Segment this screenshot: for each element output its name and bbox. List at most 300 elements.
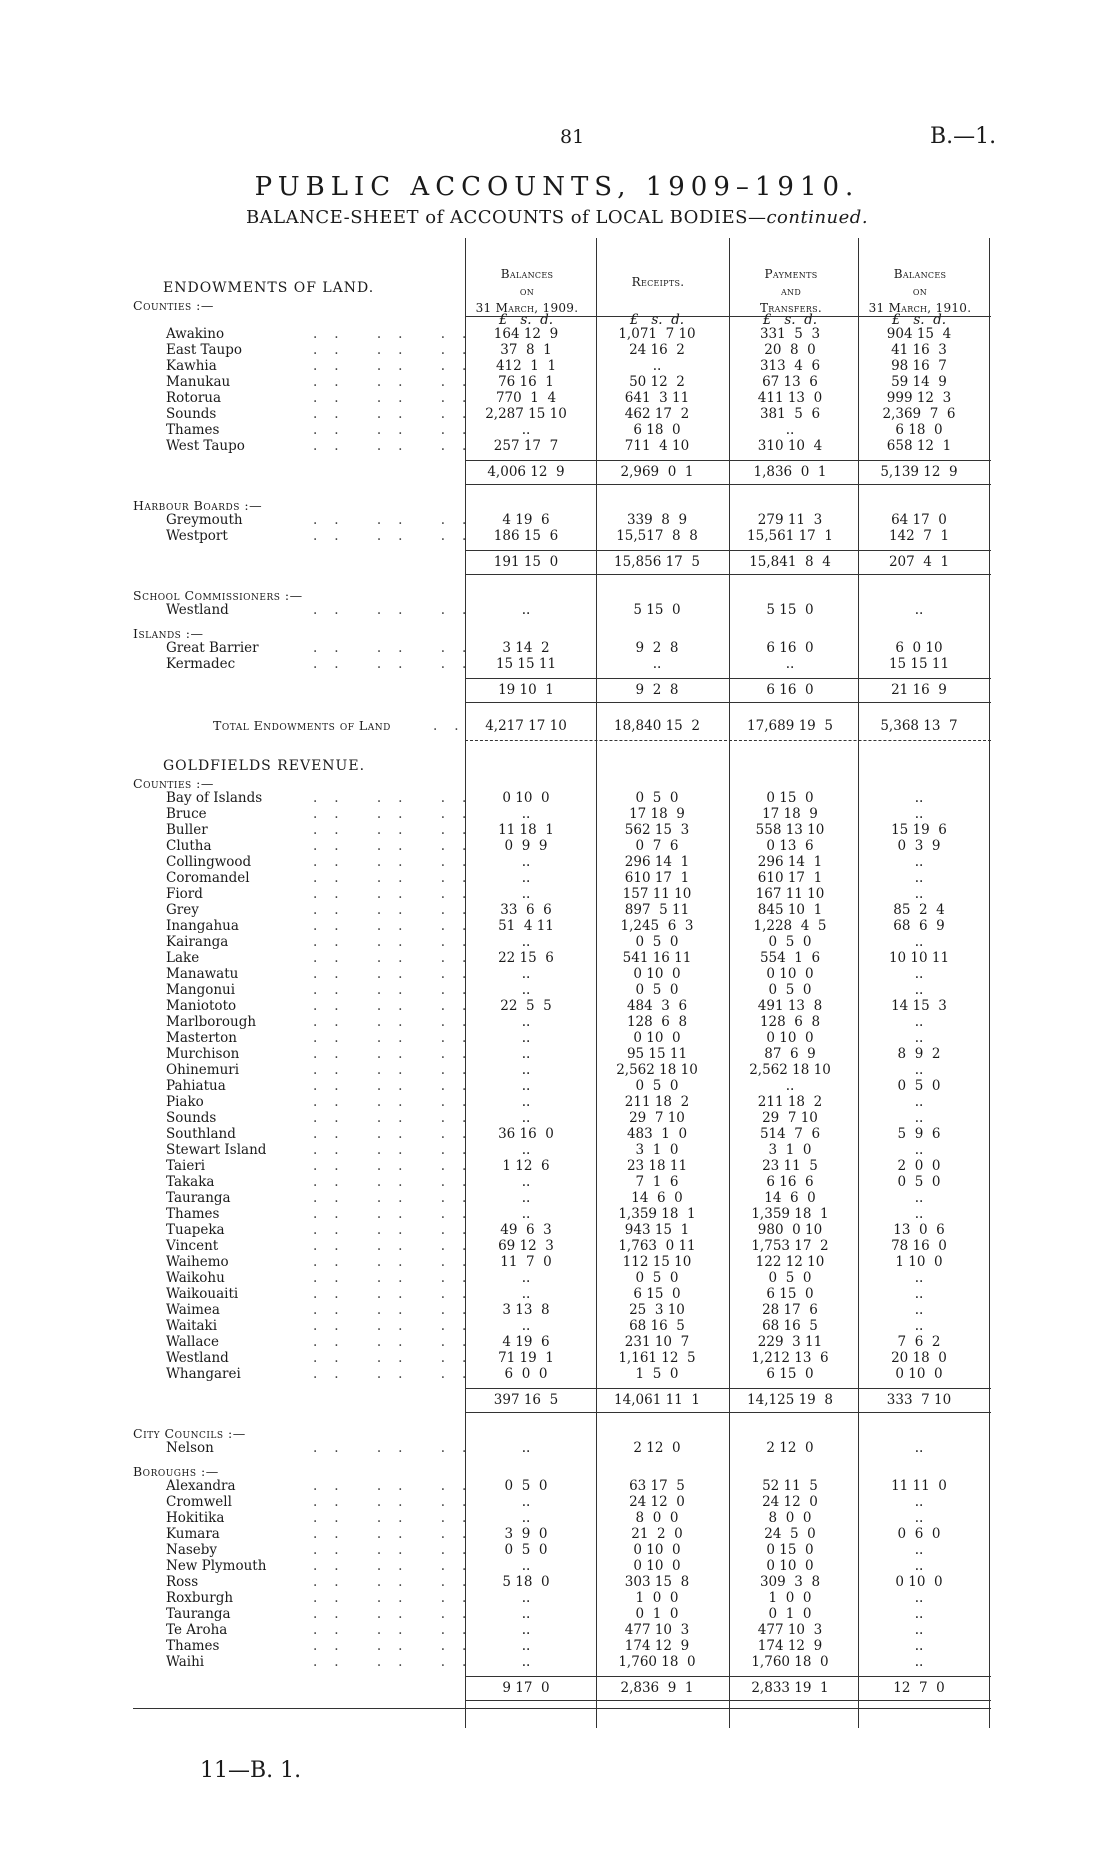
row-label: Bay of Islands <box>166 790 263 806</box>
cell-value: 5 15 0 <box>633 602 681 618</box>
cell-value: 2 12 0 <box>633 1440 681 1456</box>
table-row <box>133 1654 991 1670</box>
cell-value: .. <box>914 886 924 902</box>
subtotal-row <box>133 554 991 570</box>
leader-dots: .. .. .. <box>313 870 484 886</box>
cell-value: 1,763 0 11 <box>618 1238 696 1254</box>
cell-value: 0 10 0 <box>766 1030 814 1046</box>
cell-value: 5 15 0 <box>766 602 814 618</box>
page-footer: 11—B. 1. <box>200 1758 302 1783</box>
column-header-line: and <box>780 284 802 298</box>
table-row <box>133 1094 991 1110</box>
leader-dots: .. .. .. <box>313 854 484 870</box>
subtitle-continued: continued. <box>766 207 869 228</box>
row-label: Fiord <box>166 886 203 902</box>
leader-dots: .. .. .. <box>313 656 484 672</box>
row-label: Wallace <box>166 1334 219 1350</box>
leader-dots: .. .. .. <box>313 886 484 902</box>
group-heading: Boroughs :— <box>133 1464 219 1479</box>
row-label: Total Endowments of Land <box>213 718 391 733</box>
cell-value: .. <box>914 1654 924 1670</box>
leader-dots: .. .. .. <box>313 1478 484 1494</box>
row-label: Kermadec <box>166 656 236 672</box>
table-row <box>133 390 991 406</box>
column-header-line: 31 March, 1909. <box>475 301 579 315</box>
table-row <box>133 902 991 918</box>
cell-value: 17,689 19 5 <box>747 718 833 734</box>
cell-value: 128 6 8 <box>626 1014 688 1030</box>
row-label: Piako <box>166 1094 204 1110</box>
table-row <box>133 870 991 886</box>
leader-dots: .. <box>433 718 476 734</box>
cell-value: 87 6 9 <box>764 1046 816 1062</box>
leader-dots: .. .. .. <box>313 342 484 358</box>
column-header <box>465 266 589 317</box>
cell-value: 1,245 6 3 <box>620 918 694 934</box>
cell-value: 0 5 0 <box>504 1478 548 1494</box>
cell-value: 8 9 2 <box>897 1046 941 1062</box>
cell-value: 541 16 11 <box>622 950 692 966</box>
cell-value: 0 5 0 <box>635 982 679 998</box>
cell-value: 12 7 0 <box>893 1680 945 1696</box>
cell-value: 1,760 18 0 <box>618 1654 696 1670</box>
table-row <box>133 1254 991 1270</box>
cell-value: 5,139 12 9 <box>880 464 958 480</box>
row-label: Thames <box>166 1206 220 1222</box>
cell-value: 257 17 7 <box>493 438 559 454</box>
cell-value: 207 4 1 <box>888 554 950 570</box>
cell-value: 0 5 0 <box>635 934 679 950</box>
cell-value: 412 1 1 <box>495 358 557 374</box>
cell-value: 0 10 0 <box>766 966 814 982</box>
table-row <box>133 1126 991 1142</box>
cell-value: 71 19 1 <box>498 1350 554 1366</box>
cell-value: .. <box>521 1590 531 1606</box>
group-heading: City Councils :— <box>133 1426 246 1441</box>
cell-value: 98 16 7 <box>891 358 947 374</box>
cell-value: 22 15 6 <box>498 950 554 966</box>
table-row <box>133 1334 991 1350</box>
table-row <box>133 528 991 544</box>
subtotal-rule <box>465 1676 991 1677</box>
cell-value: 331 5 3 <box>759 326 821 342</box>
cell-value: 0 5 0 <box>635 1270 679 1286</box>
cell-value: 0 10 0 <box>633 1030 681 1046</box>
cell-value: 11 11 0 <box>891 1478 947 1494</box>
cell-value: 0 5 0 <box>635 790 679 806</box>
cell-value: 0 9 9 <box>504 838 548 854</box>
cell-value: .. <box>785 656 795 672</box>
row-label: Thames <box>166 1638 220 1654</box>
cell-value: 279 11 3 <box>757 512 823 528</box>
row-label: East Taupo <box>166 342 243 358</box>
cell-value: 2,836 9 1 <box>620 1680 694 1696</box>
cell-value: 1,753 17 2 <box>751 1238 829 1254</box>
row-label: Nelson <box>166 1440 214 1456</box>
leader-dots: .. .. .. <box>313 1094 484 1110</box>
column-header-line: Receipts. <box>631 275 685 289</box>
cell-value: .. <box>914 1558 924 1574</box>
cell-value: 7 1 6 <box>635 1174 679 1190</box>
row-label: Greymouth <box>166 512 243 528</box>
row-label: Te Aroha <box>166 1622 228 1638</box>
cell-value: 562 15 3 <box>624 822 690 838</box>
cell-value: 6 16 0 <box>766 640 814 656</box>
cell-value: 0 10 0 <box>502 790 550 806</box>
table-row <box>133 950 991 966</box>
table-row <box>133 358 991 374</box>
row-label: Southland <box>166 1126 236 1142</box>
row-label: Manawatu <box>166 966 239 982</box>
table-row <box>133 1494 991 1510</box>
cell-value: 11 7 0 <box>500 1254 552 1270</box>
row-label: New Plymouth <box>166 1558 267 1574</box>
bottom-rule <box>133 1708 991 1709</box>
cell-value: 33 6 6 <box>500 902 552 918</box>
table-row <box>133 1558 991 1574</box>
leader-dots: .. .. .. <box>313 1574 484 1590</box>
cell-value: £ s. d. <box>891 312 947 328</box>
row-label: Clutha <box>166 838 212 854</box>
leader-dots: .. .. .. <box>313 1254 484 1270</box>
leader-dots: .. .. .. <box>313 1302 484 1318</box>
cell-value: 0 15 0 <box>766 1542 814 1558</box>
table-row <box>133 1030 991 1046</box>
table-row <box>133 838 991 854</box>
cell-value: 1,359 18 1 <box>618 1206 696 1222</box>
column-header-line: on <box>519 284 535 298</box>
leader-dots: .. .. .. <box>313 1206 484 1222</box>
cell-value: 1,359 18 1 <box>751 1206 829 1222</box>
row-label: Kairanga <box>166 934 229 950</box>
cell-value: 14 6 0 <box>631 1190 683 1206</box>
cell-value: 69 12 3 <box>498 1238 554 1254</box>
cell-value: 122 12 10 <box>755 1254 825 1270</box>
table-row <box>133 602 991 618</box>
leader-dots: .. .. .. <box>313 1526 484 1542</box>
row-label: Thames <box>166 422 220 438</box>
cell-value: 24 5 0 <box>764 1526 816 1542</box>
cell-value: £ s. d. <box>629 312 685 328</box>
row-label: Westport <box>166 528 228 544</box>
cell-value: 397 16 5 <box>493 1392 559 1408</box>
cell-value: 211 18 2 <box>624 1094 690 1110</box>
subtotal-row <box>133 1680 991 1696</box>
cell-value: 0 15 0 <box>766 790 814 806</box>
cell-value: 4,217 17 10 <box>485 718 567 734</box>
cell-value: .. <box>521 1494 531 1510</box>
subtotal-rule <box>465 460 991 461</box>
leader-dots: .. .. .. <box>313 1334 484 1350</box>
cell-value: .. <box>521 1270 531 1286</box>
cell-value: 0 10 0 <box>766 1558 814 1574</box>
row-label: Awakino <box>166 326 225 342</box>
cell-value: 0 5 0 <box>504 1542 548 1558</box>
cell-value: 5 9 6 <box>897 1126 941 1142</box>
leader-dots: .. .. .. <box>313 1110 484 1126</box>
cell-value: .. <box>914 1014 924 1030</box>
table-row <box>133 406 991 422</box>
cell-value: 6 15 0 <box>766 1366 814 1382</box>
cell-value: 0 6 0 <box>897 1526 941 1542</box>
total-rule <box>465 740 991 741</box>
subtotal-rule <box>465 574 991 575</box>
cell-value: 1,836 0 1 <box>753 464 827 480</box>
cell-value: 303 15 8 <box>624 1574 690 1590</box>
cell-value: .. <box>914 1542 924 1558</box>
cell-value: 29 7 10 <box>629 1110 685 1126</box>
table-row <box>133 1190 991 1206</box>
cell-value: 381 5 6 <box>759 406 821 422</box>
leader-dots: .. .. .. <box>313 1270 484 1286</box>
cell-value: 14,125 19 8 <box>747 1392 833 1408</box>
leader-dots: .. .. .. <box>313 1030 484 1046</box>
row-label: Hokitika <box>166 1510 225 1526</box>
cell-value: 897 5 11 <box>624 902 690 918</box>
row-label: Waikouaiti <box>166 1286 239 1302</box>
cell-value: 68 16 5 <box>762 1318 818 1334</box>
cell-value: 13 0 6 <box>893 1222 945 1238</box>
subtitle-main: BALANCE-SHEET of ACCOUNTS of LOCAL BODIES— <box>245 207 767 228</box>
cell-value: 6 0 10 <box>895 640 943 656</box>
cell-value: .. <box>914 1606 924 1622</box>
row-label: Waimea <box>166 1302 220 1318</box>
cell-value: 770 1 4 <box>495 390 557 406</box>
table-row <box>133 1526 991 1542</box>
cell-value: 23 11 5 <box>762 1158 818 1174</box>
cell-value: .. <box>914 966 924 982</box>
table-row <box>133 1318 991 1334</box>
cell-value: 6 15 0 <box>766 1286 814 1302</box>
leader-dots: .. .. .. <box>313 918 484 934</box>
cell-value: .. <box>521 1606 531 1622</box>
row-label: Tauranga <box>166 1606 231 1622</box>
document-reference: B.—1. <box>930 124 997 149</box>
subtotal-rule <box>465 678 991 679</box>
cell-value: 0 5 0 <box>768 1270 812 1286</box>
cell-value: 14 15 3 <box>891 998 947 1014</box>
cell-value: .. <box>521 1046 531 1062</box>
cell-value: 95 15 11 <box>626 1046 688 1062</box>
cell-value: .. <box>521 1286 531 1302</box>
table-row <box>133 1440 991 1456</box>
table-row <box>133 934 991 950</box>
cell-value: 68 6 9 <box>893 918 945 934</box>
table-row <box>133 966 991 982</box>
balance-sheet-table <box>133 238 991 1728</box>
table-row <box>133 512 991 528</box>
table-row <box>133 1510 991 1526</box>
cell-value: 157 11 10 <box>622 886 692 902</box>
cell-value: 2 12 0 <box>766 1440 814 1456</box>
cell-value: 231 10 7 <box>624 1334 690 1350</box>
cell-value: 1 12 6 <box>502 1158 550 1174</box>
table-row <box>133 342 991 358</box>
row-label: Inangahua <box>166 918 239 934</box>
table-row <box>133 326 991 342</box>
leader-dots: .. .. .. <box>313 512 484 528</box>
cell-value: .. <box>652 656 662 672</box>
cell-value: 296 14 1 <box>757 854 823 870</box>
cell-value: 1 10 0 <box>895 1254 943 1270</box>
table-row <box>133 1110 991 1126</box>
cell-value: 0 1 0 <box>635 1606 679 1622</box>
row-label: Great Barrier <box>166 640 259 656</box>
row-label: Kawhia <box>166 358 217 374</box>
cell-value: 339 8 9 <box>626 512 688 528</box>
cell-value: 49 6 3 <box>500 1222 552 1238</box>
cell-value: 0 10 0 <box>633 1542 681 1558</box>
table-row <box>133 982 991 998</box>
cell-value: 15,517 8 8 <box>616 528 698 544</box>
leader-dots: .. .. .. <box>313 1190 484 1206</box>
leader-dots: .. .. .. <box>313 822 484 838</box>
cell-value: .. <box>914 1190 924 1206</box>
cell-value: 999 12 3 <box>886 390 952 406</box>
row-label: Bruce <box>166 806 207 822</box>
leader-dots: .. .. .. <box>313 640 484 656</box>
leader-dots: .. .. .. <box>313 1654 484 1670</box>
cell-value: 6 15 0 <box>633 1286 681 1302</box>
section-heading: ENDOWMENTS OF LAND. <box>163 280 375 296</box>
cell-value: .. <box>914 1142 924 1158</box>
cell-value: 15,561 17 1 <box>747 528 833 544</box>
row-label: Sounds <box>166 1110 217 1126</box>
cell-value: .. <box>652 358 662 374</box>
row-label: Murchison <box>166 1046 240 1062</box>
cell-value: 658 12 1 <box>886 438 952 454</box>
row-label: Pahiatua <box>166 1078 226 1094</box>
table-row <box>133 1142 991 1158</box>
column-header-line: Balances <box>893 267 947 281</box>
cell-value: 164 12 9 <box>493 326 559 342</box>
row-label: Collingwood <box>166 854 252 870</box>
cell-value: .. <box>521 870 531 886</box>
cell-value: 554 1 6 <box>759 950 821 966</box>
leader-dots: .. .. .. <box>313 1286 484 1302</box>
cell-value: 411 13 0 <box>757 390 823 406</box>
cell-value: 11 18 1 <box>498 822 554 838</box>
cell-value: 211 18 2 <box>757 1094 823 1110</box>
cell-value: .. <box>914 1638 924 1654</box>
row-label: Cromwell <box>166 1494 232 1510</box>
cell-value: 3 9 0 <box>504 1526 548 1542</box>
table-row <box>133 438 991 454</box>
cell-value: 0 1 0 <box>768 1606 812 1622</box>
cell-value: .. <box>521 806 531 822</box>
cell-value: 484 3 6 <box>626 998 688 1014</box>
column-header-line: Transfers. <box>760 301 822 315</box>
row-label: Takaka <box>166 1174 215 1190</box>
cell-value: 64 17 0 <box>891 512 947 528</box>
cell-value: 7 6 2 <box>897 1334 941 1350</box>
cell-value: 128 6 8 <box>759 1014 821 1030</box>
cell-value: 229 3 11 <box>757 1334 823 1350</box>
column-header <box>858 266 982 317</box>
cell-value: .. <box>521 602 531 618</box>
leader-dots: .. .. .. <box>313 528 484 544</box>
cell-value: 76 16 1 <box>498 374 554 390</box>
cell-value: .. <box>785 422 795 438</box>
row-label: Stewart Island <box>166 1142 267 1158</box>
row-label: Mangonui <box>166 982 236 998</box>
cell-value: .. <box>521 1110 531 1126</box>
cell-value: .. <box>914 1094 924 1110</box>
cell-value: 167 11 10 <box>755 886 825 902</box>
cell-value: 2,287 15 10 <box>485 406 567 422</box>
cell-value: 9 2 8 <box>635 682 679 698</box>
cell-value: .. <box>521 1558 531 1574</box>
row-label: Waihemo <box>166 1254 229 1270</box>
cell-value: 174 12 9 <box>624 1638 690 1654</box>
row-label: Naseby <box>166 1542 218 1558</box>
cell-value: 50 12 2 <box>629 374 685 390</box>
leader-dots: .. .. .. <box>313 790 484 806</box>
page-subtitle <box>0 207 1114 228</box>
cell-value: .. <box>521 1014 531 1030</box>
table-row <box>133 854 991 870</box>
table-row <box>133 886 991 902</box>
cell-value: 477 10 3 <box>757 1622 823 1638</box>
leader-dots: .. .. .. <box>313 1238 484 1254</box>
row-label: Rotorua <box>166 390 222 406</box>
cell-value: 15 15 11 <box>495 656 557 672</box>
cell-value: .. <box>914 1302 924 1318</box>
subtotal-rule <box>465 1412 991 1413</box>
cell-value: .. <box>521 1654 531 1670</box>
table-row <box>133 1638 991 1654</box>
cell-value: 477 10 3 <box>624 1622 690 1638</box>
cell-value: 0 5 0 <box>897 1078 941 1094</box>
leader-dots: .. .. .. <box>313 1622 484 1638</box>
cell-value: .. <box>521 1510 531 1526</box>
cell-value: 1 0 0 <box>768 1590 812 1606</box>
row-label: Maniototo <box>166 998 237 1014</box>
leader-dots: .. .. .. <box>313 1062 484 1078</box>
leader-dots: .. .. .. <box>313 438 484 454</box>
cell-value: 17 18 9 <box>762 806 818 822</box>
row-label: Lake <box>166 950 200 966</box>
cell-value: 4 19 6 <box>502 1334 550 1350</box>
cell-value: .. <box>521 1440 531 1456</box>
cell-value: 6 16 0 <box>766 682 814 698</box>
table-row <box>133 1046 991 1062</box>
row-label: Taieri <box>166 1158 206 1174</box>
cell-value: 0 7 6 <box>635 838 679 854</box>
cell-value: 21 2 0 <box>631 1526 683 1542</box>
leader-dots: .. .. .. <box>313 1590 484 1606</box>
table-row <box>133 1590 991 1606</box>
column-header-line: Payments <box>764 267 818 281</box>
leader-dots: .. .. .. <box>313 406 484 422</box>
table-row <box>133 374 991 390</box>
cell-value: 4,006 12 9 <box>487 464 565 480</box>
cell-value: .. <box>914 1030 924 1046</box>
cell-value: 296 14 1 <box>624 854 690 870</box>
leader-dots: .. .. .. <box>313 1350 484 1366</box>
leader-dots: .. .. .. <box>313 806 484 822</box>
cell-value: .. <box>521 1174 531 1190</box>
cell-value: 37 8 1 <box>500 342 552 358</box>
cell-value: 491 13 8 <box>757 998 823 1014</box>
group-heading: Counties :— <box>133 776 214 791</box>
leader-dots: .. .. .. <box>313 1014 484 1030</box>
cell-value: 15 19 6 <box>891 822 947 838</box>
table-row <box>133 806 991 822</box>
table-row <box>133 998 991 1014</box>
cell-value: 1,228 4 5 <box>753 918 827 934</box>
column-header <box>729 266 853 317</box>
